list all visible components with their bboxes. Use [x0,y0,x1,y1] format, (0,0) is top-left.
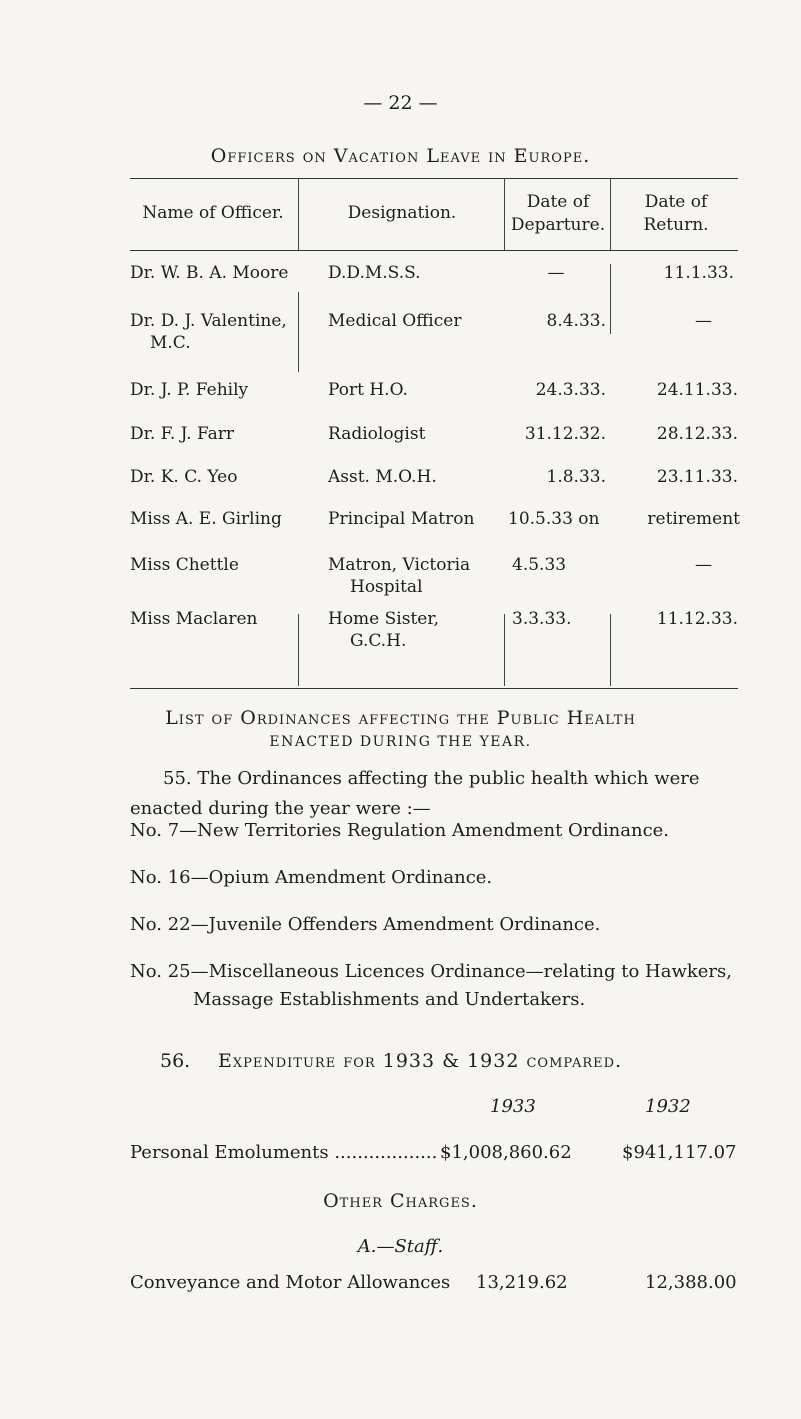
cell-name: Dr. D. J. Valentine, [130,311,287,331]
cell-name: Dr. K. C. Yeo [130,467,238,487]
leave-table [128,178,740,690]
ordinance-item-continued: Massage Establishments and Undertakers. [193,989,586,1010]
cell-departure: 1.8.33. [546,467,606,487]
ordinance-item: No. 7—New Territories Regulation Amendment Ordinance. [130,820,670,841]
cell-name: Dr. F. J. Farr [130,424,234,444]
col-divider [504,178,505,250]
personal-emoluments-1932: $941,117.07 [622,1142,737,1163]
cell-return: — [695,555,712,575]
ordinances-intro: 55. The Ordinances affecting the public health which were enacted during the year were :— [130,768,700,819]
cell-designation: Radiologist [328,424,426,444]
cell-return: retirement [647,509,740,529]
cell-departure: 31.12.32. [524,424,606,444]
header-name: Name of Officer. [142,203,284,223]
cell-name: Miss A. E. Girling [130,509,282,529]
cell-name: Miss Chettle [130,555,239,575]
conveyance-1933: 13,219.62 [476,1272,568,1293]
conveyance-label: Conveyance and Motor Allowances [130,1272,451,1293]
cell-designation-continued: G.C.H. [350,631,407,651]
cell-designation: Home Sister, [328,609,440,629]
col-divider [504,614,505,686]
cell-name: Miss Maclaren [130,609,258,629]
cell-return: 24.11.33. [656,380,738,400]
col-divider [610,614,611,686]
cell-return: 11.1.33. [663,263,734,283]
ordinance-item: No. 22—Juvenile Offenders Amendment Ordinance. [130,914,601,935]
col-divider [298,292,299,372]
leave-section-title: Officers on Vacation Leave in Europe. [210,145,591,167]
col-divider [298,614,299,686]
expenditure-number: 56. [160,1050,191,1072]
cell-departure: 24.3.33. [535,380,606,400]
cell-designation: Medical Officer [328,311,462,331]
header-designation: Designation. [347,203,457,223]
cell-departure: 4.5.33 [512,555,567,575]
header-rule [130,250,738,251]
conveyance-1932: 12,388.00 [645,1272,737,1293]
ordinance-item: No. 16—Opium Amendment Ordinance. [130,867,493,888]
cell-designation: Port H.O. [328,380,408,400]
ordinances-title: List of Ordinances affecting the Public Health ENACTED DURING THE YEAR. [165,707,636,750]
cell-departure: 3.3.33. [512,609,572,629]
staff-subheading: A.—Staff. [357,1236,444,1257]
header-departure: Date of Departure. [510,192,606,235]
year-1933: 1933 [490,1096,536,1117]
page-number: — 22 — [363,92,438,114]
personal-emoluments-1933: $1,008,860.62 [440,1142,572,1163]
ordinance-item [130,958,750,1014]
cell-departure: 10.5.33 on [508,509,600,529]
cell-departure: — [547,263,565,283]
other-charges-heading: Other Charges. [323,1190,478,1212]
cell-return: 28.12.33. [656,424,738,444]
ordinance-item-line: No. 25—Miscellaneous Licences Ordinance—relating to Hawkers, [130,961,732,982]
cell-name-continued: M.C. [150,333,191,353]
expenditure-title: Expenditure for 1933 & 1932 compared. [218,1050,623,1072]
cell-return: — [695,311,712,331]
cell-return: 11.12.33. [656,609,738,629]
cell-name: Dr. J. P. Fehily [130,380,249,400]
cell-name: Dr. W. B. A. Moore [130,263,289,283]
cell-return: 23.11.33. [656,467,738,487]
table-top-rule [130,178,738,179]
col-divider [298,178,299,250]
cell-designation-continued: Hospital [350,577,423,597]
year-1932: 1932 [645,1096,691,1117]
table-bottom-rule [130,688,738,689]
cell-departure: 8.4.33. [546,311,606,331]
cell-designation: Principal Matron [328,509,475,529]
cell-designation: Asst. M.O.H. [328,467,437,487]
cell-designation: Matron, Victoria [328,555,471,575]
col-divider [610,178,611,250]
cell-designation: D.D.M.S.S. [328,263,421,283]
col-divider [610,264,611,334]
personal-emoluments-label: Personal Emoluments .................. [130,1142,438,1163]
header-return: Date of Return. [643,192,709,235]
